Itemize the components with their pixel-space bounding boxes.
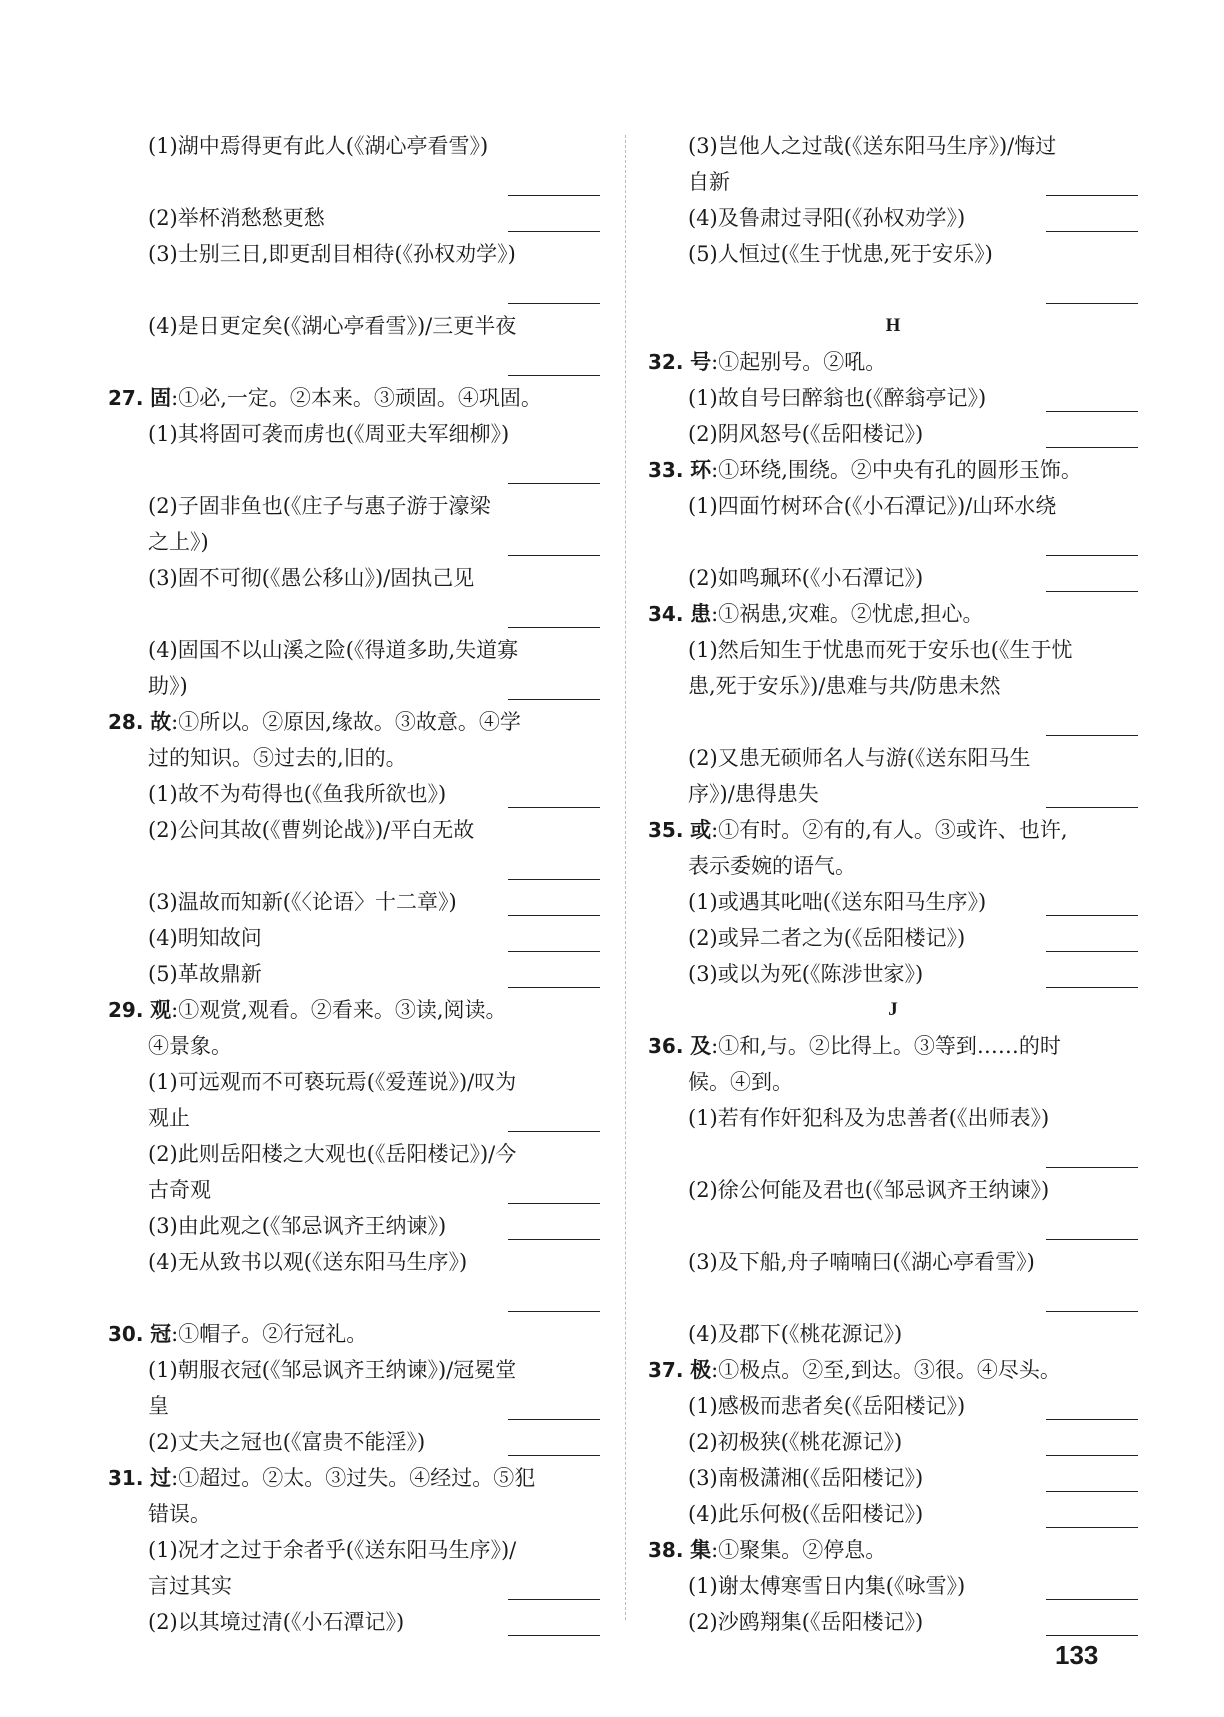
- entry-definition: :①所以。②原因,缘故。③故意。④学: [171, 710, 521, 734]
- example-text: (5)革故鼎新: [148, 962, 262, 986]
- example-line: [648, 1604, 1138, 1640]
- entry-word: 号: [690, 349, 712, 374]
- answer-row: [108, 164, 600, 200]
- answer-blank[interactable]: [1046, 1167, 1138, 1168]
- entry-word: 或: [690, 817, 712, 842]
- answer-blank[interactable]: [508, 195, 600, 196]
- answer-row: [648, 272, 1138, 308]
- entry-definition: 候。④到。: [688, 1070, 793, 1094]
- example-line: [108, 1604, 600, 1640]
- example-text: (1)若有作奸犯科及为忠善者(《出师表》): [688, 1106, 1050, 1130]
- answer-row: [108, 272, 600, 308]
- example-text: (2)初极狭(《桃花源记》): [688, 1430, 903, 1454]
- example-line: [108, 1172, 600, 1208]
- example-line: [108, 1244, 600, 1280]
- entry-definition-cont: [648, 848, 1138, 884]
- example-text: (1)或遇其叱咄(《送东阳马生序》): [688, 890, 987, 914]
- example-line: [648, 920, 1138, 956]
- entry-38-heading: [648, 1532, 1138, 1568]
- example-text: (1)况才之过于余者乎(《送东阳马生序》)/: [148, 1538, 517, 1562]
- example-line: [108, 524, 600, 560]
- example-line: [108, 128, 600, 164]
- answer-blank[interactable]: [508, 879, 600, 880]
- entry-32-heading: [648, 344, 1138, 380]
- answer-blank[interactable]: [1046, 303, 1138, 304]
- example-text: (3)士别三日,即更刮目相待(《孙权劝学》): [148, 242, 516, 266]
- example-text: (2)此则岳阳楼之大观也(《岳阳楼记》)/今: [148, 1142, 517, 1166]
- entry-word: 固: [150, 385, 172, 410]
- entry-definition: :①必,一定。②本来。③顽固。④巩固。: [171, 386, 542, 410]
- example-text: 患,死于安乐》)/患难与共/防患未然: [688, 674, 1001, 698]
- answer-row: [108, 452, 600, 488]
- entry-number: 27.: [108, 386, 144, 410]
- example-line: [108, 1568, 600, 1604]
- answer-blank[interactable]: [508, 807, 600, 808]
- example-text: (1)可远观而不可亵玩焉(《爱莲说》)/叹为: [148, 1070, 517, 1094]
- entry-definition: :①超过。②太。③过失。④经过。⑤犯: [171, 1466, 536, 1490]
- answer-blank[interactable]: [1046, 915, 1138, 916]
- answer-blank[interactable]: [508, 1419, 600, 1420]
- example-text: (1)朝服衣冠(《邹忌讽齐王纳谏》)/冠冕堂: [148, 1358, 517, 1382]
- example-line: [108, 200, 600, 236]
- column-divider: [625, 135, 626, 1620]
- answer-blank[interactable]: [1046, 1527, 1138, 1528]
- answer-blank[interactable]: [1046, 1635, 1138, 1636]
- entry-definition: :①环绕,围绕。②中央有孔的圆形玉饰。: [711, 458, 1082, 482]
- example-line: [108, 1208, 600, 1244]
- left-column: [108, 128, 600, 1640]
- answer-row: [108, 596, 600, 632]
- entry-definition-cont: [108, 1028, 600, 1064]
- example-line: [648, 1388, 1138, 1424]
- example-line: [108, 776, 600, 812]
- example-text: (4)及郡下(《桃花源记》): [688, 1322, 903, 1346]
- answer-blank[interactable]: [1046, 1239, 1138, 1240]
- example-text: 序》)/患得患失: [688, 782, 819, 806]
- answer-blank[interactable]: [508, 555, 600, 556]
- example-text: (1)然后知生于忧患而死于安乐也(《生于忧: [688, 638, 1073, 662]
- entry-30-heading: [108, 1316, 600, 1352]
- entry-33-heading: [648, 452, 1138, 488]
- answer-blank[interactable]: [1046, 195, 1138, 196]
- entry-definition: :①帽子。②行冠礼。: [171, 1322, 368, 1346]
- section-letter-h: H: [885, 315, 901, 336]
- example-line: [648, 200, 1138, 236]
- entry-number: 35.: [648, 818, 684, 842]
- answer-row: [648, 1136, 1138, 1172]
- example-text: (1)其将固可袭而虏也(《周亚夫军细柳》): [148, 422, 510, 446]
- right-column: [648, 128, 1138, 1640]
- entry-36-heading: [648, 1028, 1138, 1064]
- entry-word: 环: [690, 457, 712, 482]
- answer-blank[interactable]: [508, 987, 600, 988]
- example-text: (3)岂他人之过哉(《送东阳马生序》)/悔过: [688, 134, 1057, 158]
- example-text: (5)人恒过(《生于忧患,死于安乐》): [688, 242, 993, 266]
- entry-definition: ④景象。: [148, 1034, 232, 1058]
- entry-number: 33.: [648, 458, 684, 482]
- answer-blank[interactable]: [508, 1635, 600, 1636]
- example-line: [648, 956, 1138, 992]
- example-text: (1)故自号曰醉翁也(《醉翁亭记》): [688, 386, 987, 410]
- example-line: [648, 236, 1138, 272]
- answer-blank[interactable]: [1046, 1491, 1138, 1492]
- entry-definition: 错误。: [148, 1502, 211, 1526]
- answer-blank[interactable]: [508, 231, 600, 232]
- example-line: [648, 884, 1138, 920]
- answer-row: [108, 1280, 600, 1316]
- entry-word: 冠: [150, 1321, 172, 1346]
- answer-blank[interactable]: [508, 1131, 600, 1132]
- example-text: 皇: [148, 1394, 169, 1418]
- example-line: [108, 1064, 600, 1100]
- entry-definition: :①祸患,灾难。②忧虑,担心。: [711, 602, 984, 626]
- example-line: [108, 560, 600, 596]
- example-text: (3)及下船,舟子喃喃曰(《湖心亭看雪》): [688, 1250, 1035, 1274]
- example-line: [648, 1460, 1138, 1496]
- example-line: [108, 236, 600, 272]
- example-text: (1)故不为苟得也(《鱼我所欲也》): [148, 782, 447, 806]
- example-line: [108, 1532, 600, 1568]
- entry-number: 38.: [648, 1538, 684, 1562]
- example-line: [648, 776, 1138, 812]
- entry-word: 故: [150, 709, 172, 734]
- example-text: (3)温故而知新(《〈论语〉十二章》): [148, 890, 457, 914]
- example-line: [648, 668, 1138, 704]
- example-line: [648, 1496, 1138, 1532]
- answer-blank[interactable]: [508, 1203, 600, 1204]
- example-text: (2)子固非鱼也(《庄子与惠子游于濠梁: [148, 494, 491, 518]
- entry-number: 28.: [108, 710, 144, 734]
- example-text: (3)由此观之(《邹忌讽齐王纳谏》): [148, 1214, 447, 1238]
- example-text: (4)固国不以山溪之险(《得道多助,失道寡: [148, 638, 519, 662]
- entry-definition-cont: [648, 1064, 1138, 1100]
- entry-definition: :①有时。②有的,有人。③或许、也许,: [711, 818, 1068, 842]
- example-text: (4)是日更定矣(《湖心亭看雪》)/三更半夜: [148, 314, 517, 338]
- answer-blank[interactable]: [1046, 1311, 1138, 1312]
- entry-number: 29.: [108, 998, 144, 1022]
- example-line: [108, 308, 600, 344]
- example-line: [648, 1100, 1138, 1136]
- example-text: (2)以其境过清(《小石潭记》): [148, 1610, 405, 1634]
- entry-number: 37.: [648, 1358, 684, 1382]
- example-line: [108, 812, 600, 848]
- example-text: (1)谢太傅寒雪日内集(《咏雪》): [688, 1574, 966, 1598]
- answer-blank[interactable]: [508, 627, 600, 628]
- answer-blank[interactable]: [1046, 735, 1138, 736]
- entry-37-heading: [648, 1352, 1138, 1388]
- answer-blank[interactable]: [1046, 555, 1138, 556]
- answer-blank[interactable]: [508, 303, 600, 304]
- answer-row: [648, 1208, 1138, 1244]
- entry-word: 极: [690, 1357, 712, 1382]
- example-line: [648, 488, 1138, 524]
- answer-blank[interactable]: [1046, 411, 1138, 412]
- entry-31-heading: [108, 1460, 600, 1496]
- answer-row: [108, 848, 600, 884]
- example-text: (3)南极潇湘(《岳阳楼记》): [688, 1466, 924, 1490]
- entry-definition: 表示委婉的语气。: [688, 854, 856, 878]
- example-text: (3)或以为死(《陈涉世家》): [688, 962, 924, 986]
- example-text: (4)及鲁肃过寻阳(《孙权劝学》): [688, 206, 966, 230]
- example-line: [108, 920, 600, 956]
- entry-number: 34.: [648, 602, 684, 626]
- example-line: [108, 1100, 600, 1136]
- answer-blank[interactable]: [508, 483, 600, 484]
- entry-word: 观: [150, 997, 172, 1022]
- example-text: (2)丈夫之冠也(《富贵不能淫》): [148, 1430, 426, 1454]
- example-text: (2)如鸣珮环(《小石潭记》): [688, 566, 924, 590]
- answer-blank[interactable]: [508, 1455, 600, 1456]
- example-line: [108, 632, 600, 668]
- example-line: [108, 884, 600, 920]
- answer-blank[interactable]: [508, 915, 600, 916]
- example-text: (1)湖中焉得更有此人(《湖心亭看雪》): [148, 134, 489, 158]
- example-text: (1)四面竹树环合(《小石潭记》)/山环水绕: [688, 494, 1057, 518]
- answer-row: [648, 524, 1138, 560]
- answer-blank[interactable]: [508, 1599, 600, 1600]
- example-text: (2)又患无硕师名人与游(《送东阳马生: [688, 746, 1031, 770]
- entry-definition-cont: [108, 1496, 600, 1532]
- example-text: 之上》): [148, 530, 209, 554]
- entry-definition: :①起别号。②吼。: [711, 350, 887, 374]
- answer-blank[interactable]: [508, 1239, 600, 1240]
- example-text: 观止: [148, 1106, 190, 1130]
- example-line: [108, 488, 600, 524]
- example-line: [108, 1424, 600, 1460]
- example-line: [648, 632, 1138, 668]
- entry-definition: :①和,与。②比得上。③等到……的时: [711, 1034, 1061, 1058]
- answer-blank[interactable]: [1046, 447, 1138, 448]
- entry-definition-cont: [108, 740, 600, 776]
- answer-blank[interactable]: [1046, 951, 1138, 952]
- example-line: [648, 128, 1138, 164]
- example-text: (2)沙鸥翔集(《岳阳楼记》): [688, 1610, 924, 1634]
- entry-number: 30.: [108, 1322, 144, 1346]
- entry-word: 过: [150, 1465, 172, 1490]
- example-text: (2)阴风怒号(《岳阳楼记》): [688, 422, 924, 446]
- example-line: [648, 740, 1138, 776]
- example-text: 助》): [148, 674, 188, 698]
- entry-word: 患: [690, 601, 712, 626]
- entry-word: 集: [690, 1537, 712, 1562]
- answer-row: [108, 344, 600, 380]
- example-line: [648, 1424, 1138, 1460]
- example-text: (3)固不可彻(《愚公移山》)/固执己见: [148, 566, 475, 590]
- example-text: 古奇观: [148, 1178, 211, 1202]
- entry-27-heading: [108, 380, 600, 416]
- answer-blank[interactable]: [1046, 1419, 1138, 1420]
- example-line: [648, 164, 1138, 200]
- answer-blank[interactable]: [1046, 231, 1138, 232]
- example-line: [108, 416, 600, 452]
- example-text: (2)或异二者之为(《岳阳楼记》): [688, 926, 966, 950]
- entry-definition: 过的知识。⑤过去的,旧的。: [148, 746, 407, 770]
- entry-word: 及: [690, 1033, 712, 1058]
- example-line: [108, 956, 600, 992]
- example-line: [648, 1244, 1138, 1280]
- example-line: [648, 1316, 1138, 1352]
- example-line: [108, 1352, 600, 1388]
- page-number: 133: [1055, 1640, 1099, 1670]
- example-text: 言过其实: [148, 1574, 232, 1598]
- entry-34-heading: [648, 596, 1138, 632]
- entry-28-heading: [108, 704, 600, 740]
- example-line: [648, 1172, 1138, 1208]
- entry-definition: :①观赏,观看。②看来。③读,阅读。: [171, 998, 507, 1022]
- entry-29-heading: [108, 992, 600, 1028]
- answer-blank[interactable]: [508, 951, 600, 952]
- example-text: (2)徐公何能及君也(《邹忌讽齐王纳谏》): [688, 1178, 1050, 1202]
- example-text: (2)举杯消愁愁更愁: [148, 206, 325, 230]
- answer-blank[interactable]: [508, 375, 600, 376]
- example-line: [648, 1568, 1138, 1604]
- answer-blank[interactable]: [1046, 807, 1138, 808]
- example-line: [108, 668, 600, 704]
- example-text: (4)明知故问: [148, 926, 262, 950]
- example-line: [648, 560, 1138, 596]
- answer-blank[interactable]: [1046, 1599, 1138, 1600]
- example-text: (4)无从致书以观(《送东阳马生序》): [148, 1250, 468, 1274]
- entry-definition: :①聚集。②停息。: [711, 1538, 887, 1562]
- example-text: (1)感极而悲者矣(《岳阳楼记》): [688, 1394, 966, 1418]
- entry-definition: :①极点。②至,到达。③很。④尽头。: [711, 1358, 1061, 1382]
- example-line: [648, 416, 1138, 452]
- example-line: [108, 1388, 600, 1424]
- entry-number: 32.: [648, 350, 684, 374]
- answer-blank[interactable]: [508, 699, 600, 700]
- answer-blank[interactable]: [1046, 591, 1138, 592]
- answer-row: [648, 704, 1138, 740]
- answer-blank[interactable]: [1046, 1455, 1138, 1456]
- example-line: [108, 1136, 600, 1172]
- entry-35-heading: [648, 812, 1138, 848]
- example-text: (4)此乐何极(《岳阳楼记》): [688, 1502, 924, 1526]
- answer-blank[interactable]: [508, 1311, 600, 1312]
- answer-blank[interactable]: [1046, 987, 1138, 988]
- section-letter-j: J: [888, 999, 898, 1020]
- example-text: 自新: [688, 170, 730, 194]
- answer-row: [648, 1280, 1138, 1316]
- entry-number: 36.: [648, 1034, 684, 1058]
- example-text: (2)公问其故(《曹刿论战》)/平白无故: [148, 818, 475, 842]
- entry-number: 31.: [108, 1466, 144, 1490]
- example-line: [648, 380, 1138, 416]
